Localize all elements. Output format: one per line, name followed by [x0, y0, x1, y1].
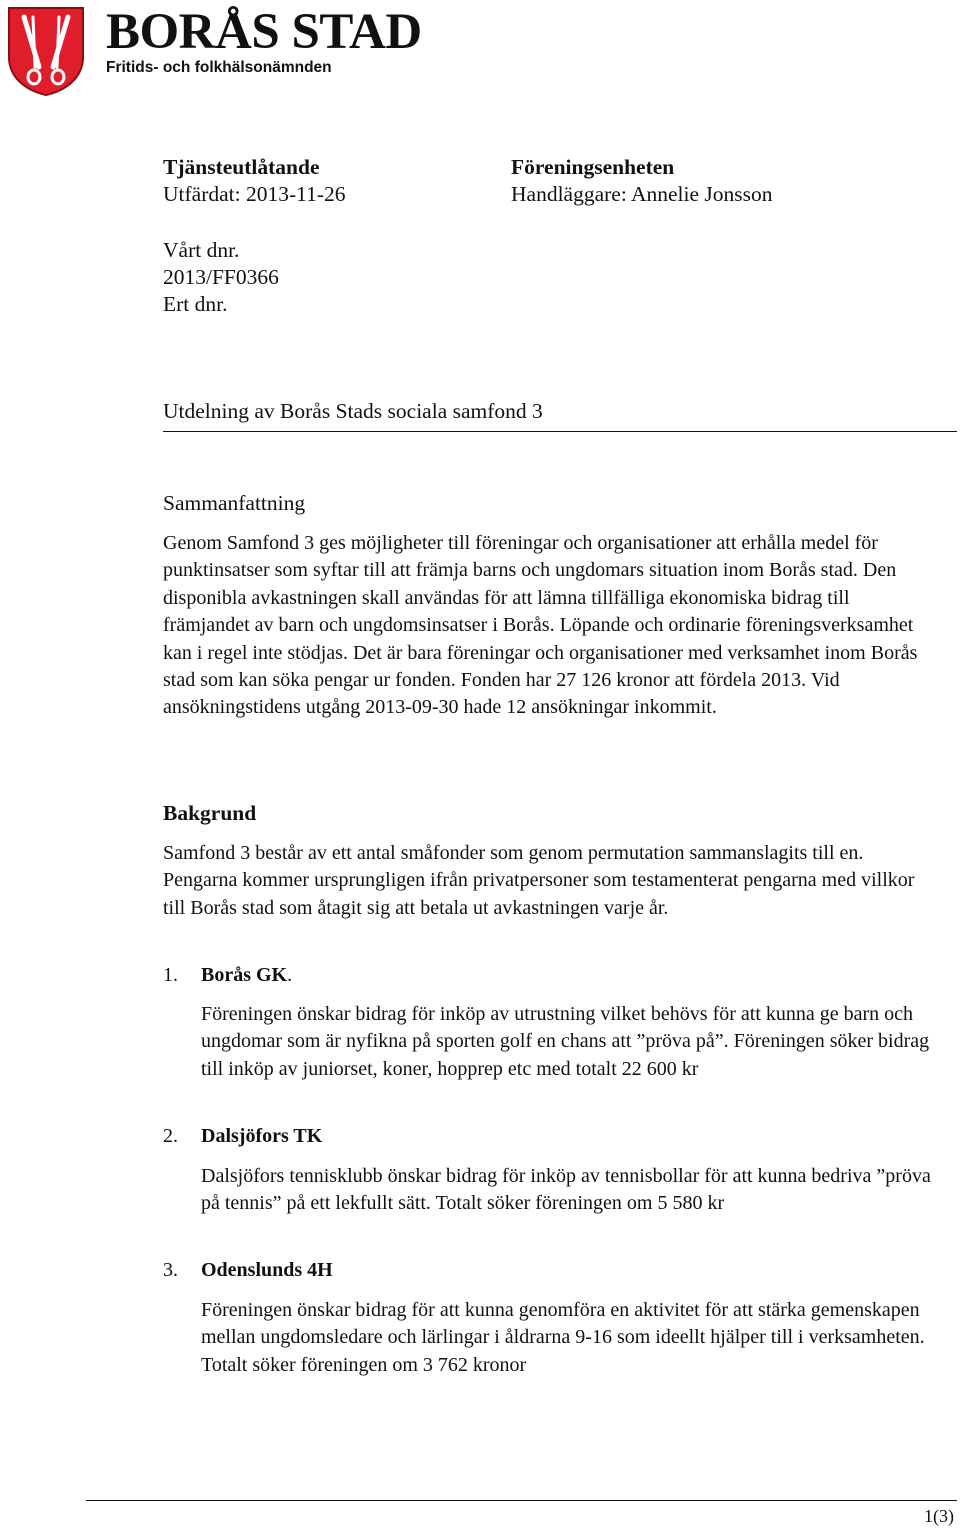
our-reference-number: 2013/FF0366	[163, 265, 279, 289]
logo-title: BORÅS STAD	[106, 4, 422, 60]
list-item-title: Borås GK	[201, 964, 288, 986]
summary-heading: Sammanfattning	[163, 491, 306, 515]
list-item-title-row	[201, 962, 292, 989]
our-reference-label: Vårt dnr.	[163, 238, 240, 262]
list-item-number: 1.	[163, 964, 178, 986]
summary-text: Genom Samfond 3 ges möjligheter till föreningar och organisationer att erhålla medel för punktinsatser som syftar till att främja barns och ungdomars situation inom Borås stad. Den disponibla avkastningen skall användas för att lämna tillfälliga ekonomiska bidrag till främjandet av barn och ungdomsinsatser i Borås. Löpande och ordinarie föreningsverksamhet kan i regel inte stödjas. Det är bara föreningar och organisationer med verksamhet inom Borås stad som kan söka pengar ur fonden. Fonden har 27 126 kronor att fördela 2013. Vid ansökningstidens utgång 2013-09-30 hade 12 ansökningar inkommit.	[163, 532, 918, 719]
footer-rule	[86, 1500, 957, 1501]
document-type: Tjänsteutlåtande	[163, 155, 320, 179]
list-item-title-row	[201, 1123, 322, 1150]
list-item-number: 2.	[163, 1125, 178, 1147]
logo-subtitle: Fritids- och folkhälsonämnden	[106, 59, 332, 76]
your-reference-label: Ert dnr.	[163, 292, 228, 316]
list-item-title-suffix: .	[287, 964, 293, 986]
page-number: 1(3)	[924, 1506, 954, 1526]
background-heading: Bakgrund	[163, 801, 257, 825]
list-item-text: Dalsjöfors tennisklubb önskar bidrag för inköp av tennisbollar för att kunna bedriva ”pröva på tennis” på ett lekfullt sätt. Totalt söker föreningen om 5 580 kr	[201, 1165, 931, 1215]
title-rule	[163, 431, 957, 432]
list-item-number: 3.	[163, 1259, 178, 1281]
list-item-title: Dalsjöfors TK	[201, 1125, 323, 1147]
coat-of-arms-icon	[6, 5, 86, 97]
list-item-text: Föreningen önskar bidrag för att kunna genomföra en aktivitet för att stärka gemenskapen mellan ungdomsledare och lärlingar i åldrarna 9-16 som ideellt hjälper till i verksamheten. Totalt söker föreningen om 3 762 kronor	[201, 1299, 925, 1376]
list-item-title: Odenslunds 4H	[201, 1259, 333, 1281]
department: Föreningsenheten	[511, 155, 675, 179]
issued-date: Utfärdat: 2013-11-26	[163, 182, 346, 206]
list-item-text: Föreningen önskar bidrag för inköp av utrustning vilket behövs för att kunna ge barn och ungdomar som är nyfikna på sporten golf en chans att ”pröva på”. Föreningen söker bidrag till inköp av juniorset, koner, hopprep etc med totalt 22 600 kr	[201, 1003, 930, 1080]
document-title: Utdelning av Borås Stads sociala samfond 3	[163, 399, 543, 423]
background-text: Samfond 3 består av ett antal småfonder som genom permutation sammanslagits till en. Pengarna kommer ursprungligen ifrån privatpersoner som testamenterat pengarna med villkor till Borås stad som åtagit sig att betala ut avkastningen varje år.	[163, 842, 915, 919]
case-handler: Handläggare: Annelie Jonsson	[511, 182, 773, 206]
list-item-title-row	[201, 1257, 333, 1284]
